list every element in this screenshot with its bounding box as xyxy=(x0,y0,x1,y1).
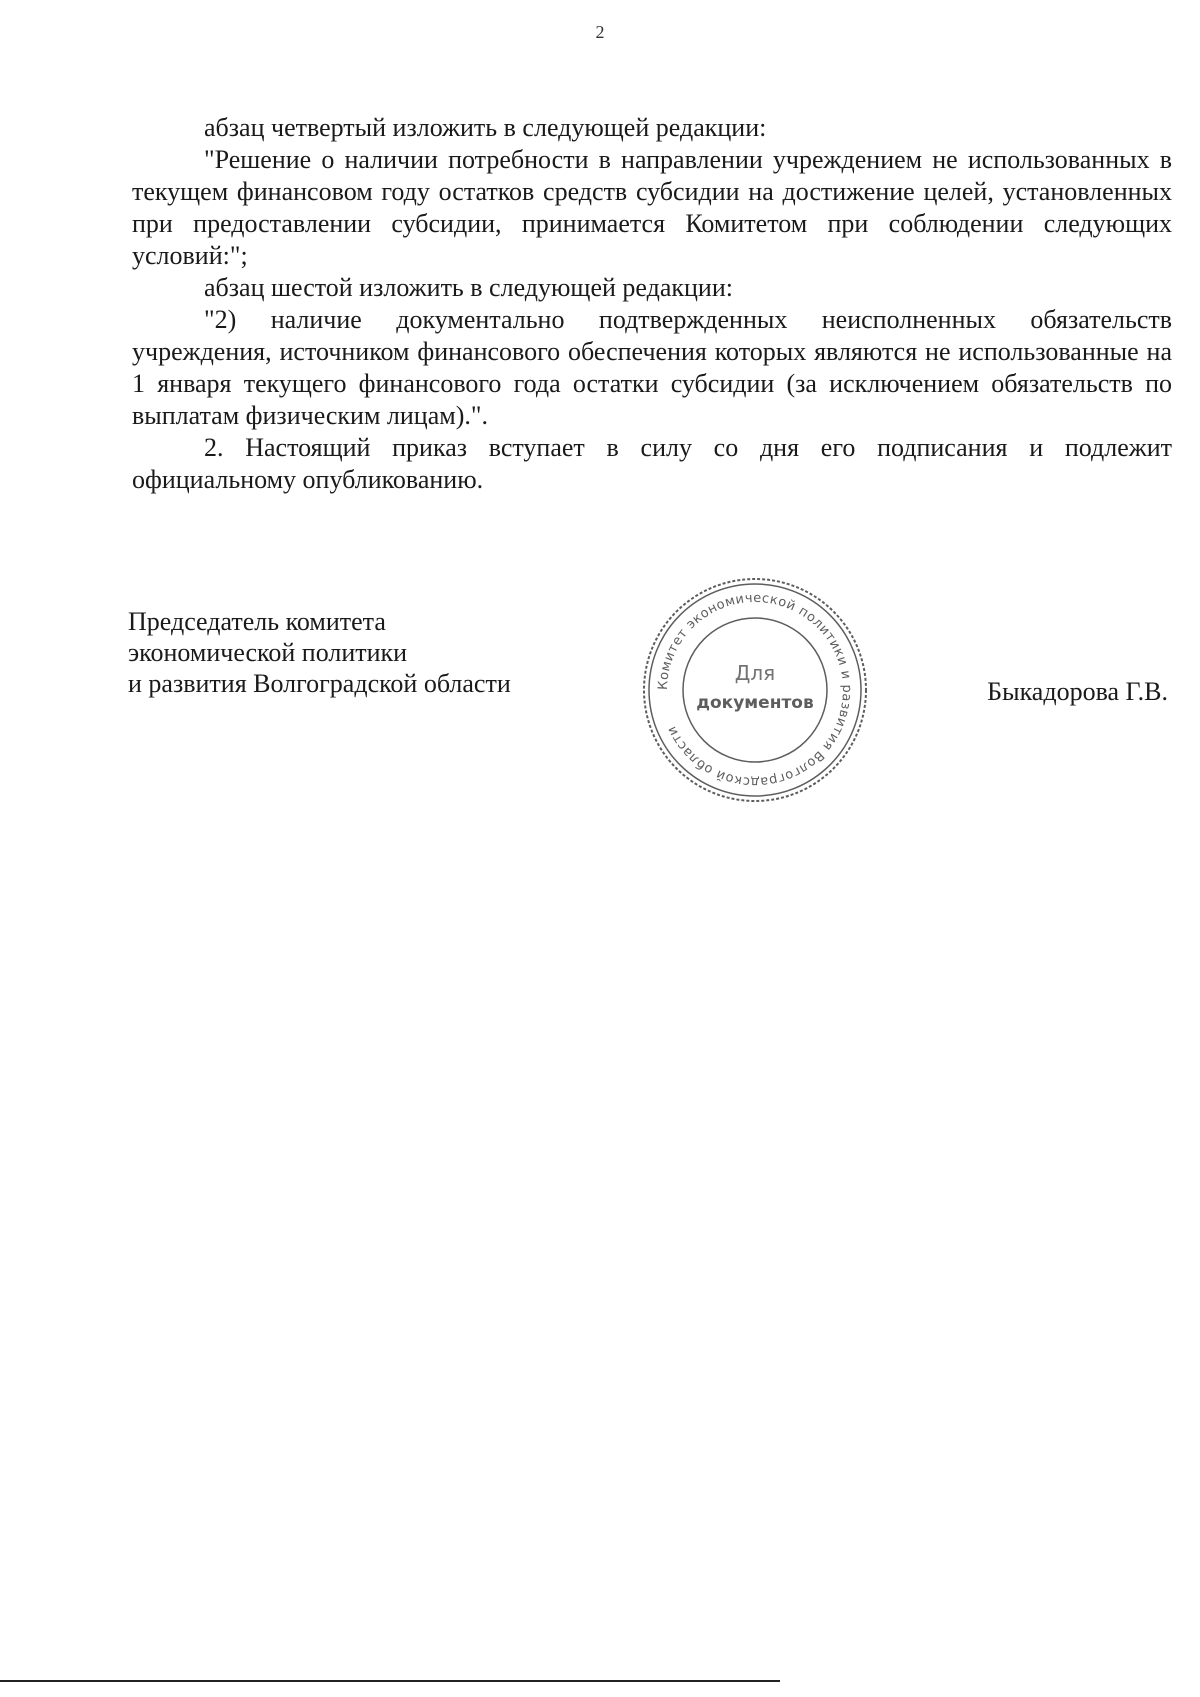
seal-center-line-2: документов xyxy=(696,693,814,713)
paragraph-5: 2. Настоящий приказ вступает в силу со дня его подписания и подлежит официальному опубликованию. xyxy=(132,433,1172,494)
seal-center-line-1: Для xyxy=(734,661,776,685)
svg-text:Комитет экономической политики xyxy=(656,591,854,789)
paragraph-2: "Решение о наличии потребности в направлении учреждением не использованных в текущем финансовом году остатков средств субсидии на достижение целей, установленных при предоставлении субсидии, принимается Комитетом при соблюдении следующих условий:"; xyxy=(132,145,1172,270)
bottom-rule xyxy=(0,1680,780,1682)
paragraph-3: абзац шестой изложить в следующей редакции: xyxy=(204,273,733,302)
official-seal-stamp xyxy=(640,575,870,805)
page-number: 2 xyxy=(595,22,605,42)
document-body xyxy=(132,112,1172,496)
signatory-title-line-2: экономической политики xyxy=(128,638,408,667)
seal-ring-text: Комитет экономической политики и развития Волгоградской области xyxy=(655,590,855,790)
signatory-title-line-3: и развития Волгоградской области xyxy=(128,669,511,698)
paragraph-4: "2) наличие документально подтвержденных неисполненных обязательств учреждения, источником финансового обеспечения которых являются не использованные на 1 января текущего финансового года остатки субсидии (за исключением обязательств по выплатам физическим лицам).". xyxy=(132,305,1172,430)
signatory-title xyxy=(128,606,511,699)
paragraph-1: абзац четвертый изложить в следующей редакции: xyxy=(204,113,767,142)
signatory-title-line-1: Председатель комитета xyxy=(128,607,386,636)
signatory-name: Быкадорова Г.В. xyxy=(987,677,1168,706)
